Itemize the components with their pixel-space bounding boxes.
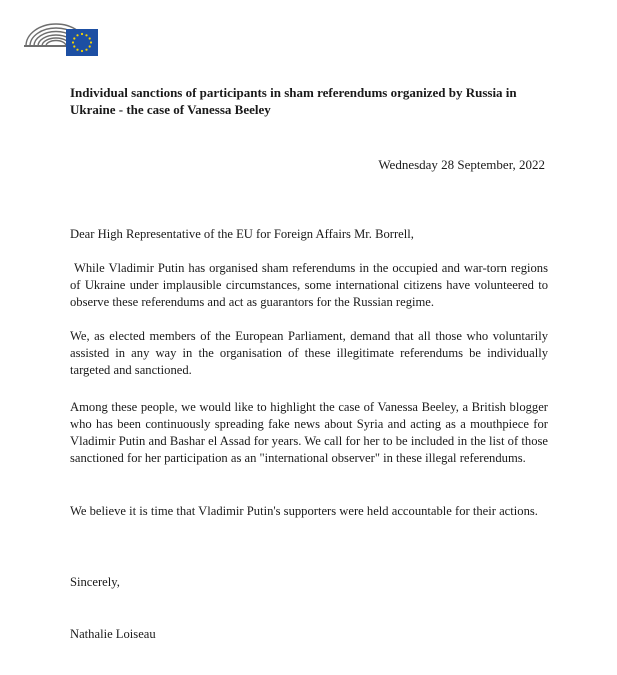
paragraph-1: While Vladimir Putin has organised sham referendums in the occupied and war-torn regions of Ukraine under implausible circumstances, some international citizens have volunteered to observe these referendums and act as guarantors for the Russian regime. bbox=[70, 261, 548, 309]
salutation: Dear High Representative of the EU for Foreign Affairs Mr. Borrell, bbox=[70, 227, 414, 241]
parliament-hemicycle-icon bbox=[22, 12, 102, 60]
closing: Sincerely, bbox=[70, 575, 120, 589]
signature: Nathalie Loiseau bbox=[70, 627, 156, 641]
paragraph-2: We, as elected members of the European Parliament, demand that all those who voluntarily assisted in any way in the organisation of these illegitimate referendums be individually targeted and sanctioned. bbox=[70, 329, 548, 377]
paragraph-4: We believe it is time that Vladimir Putin's supporters were held accountable for their actions. bbox=[70, 504, 538, 518]
letter-title: Individual sanctions of participants in sham referendums organized by Russia in Ukraine - the case of Vanessa Beeley bbox=[70, 85, 517, 117]
letter-date: Wednesday 28 September, 2022 bbox=[378, 157, 545, 172]
european-parliament-logo bbox=[22, 12, 102, 60]
paragraph-3: Among these people, we would like to highlight the case of Vanessa Beeley, a British blogger who has been continuously spreading fake news about Syria and acting as a mouthpiece for Vladimir Putin and Bashar el Assad for years. We call for her to be included in the list of those sanctioned for her participation as an "international observer" in these illegal referendums. bbox=[70, 400, 548, 465]
